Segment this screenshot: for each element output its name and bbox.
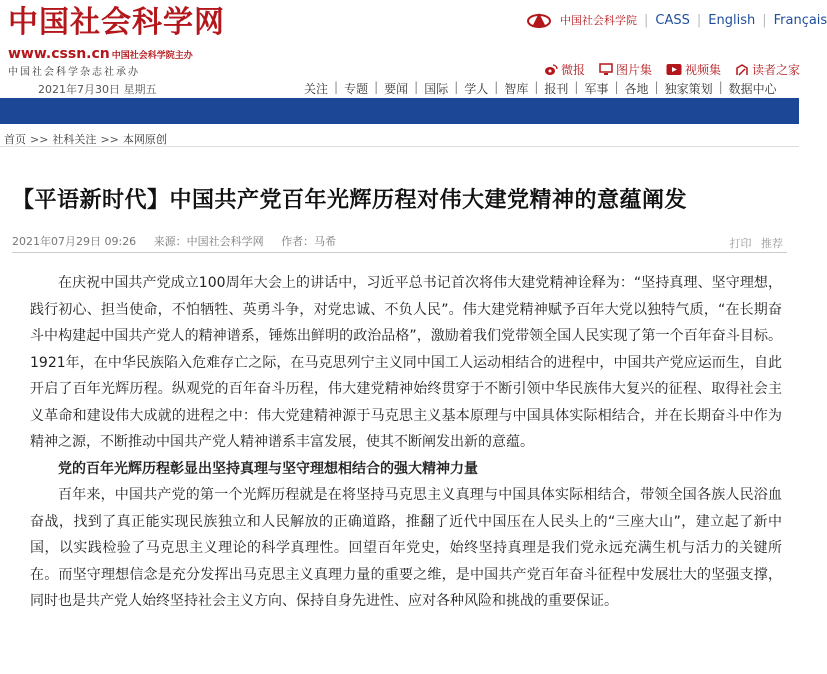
divider: | bbox=[414, 80, 419, 94]
monitor-icon bbox=[599, 63, 613, 76]
article-tools bbox=[724, 235, 784, 251]
current-date: 2021年7月30日 星期五 bbox=[38, 83, 157, 96]
article-meta bbox=[12, 233, 350, 249]
publisher-label: 中国社会科学杂志社承办 bbox=[8, 67, 140, 78]
divider: | bbox=[762, 12, 767, 28]
breadcrumb-separator: >> bbox=[100, 133, 119, 146]
site-logo[interactable]: 中国社会科学网 bbox=[8, 5, 225, 40]
media-link-photos[interactable] bbox=[599, 61, 652, 78]
divider: | bbox=[644, 12, 649, 28]
url-host: www.cssn.cn bbox=[8, 46, 110, 62]
cass-logo-icon bbox=[526, 11, 552, 29]
nav-item-guanzhu[interactable]: 关注 bbox=[304, 82, 329, 96]
nav-item-dujia[interactable]: 独家策划 bbox=[664, 82, 713, 96]
nav-item-xueren[interactable]: 学人 bbox=[464, 82, 489, 96]
divider bbox=[12, 252, 787, 253]
video-icon bbox=[666, 63, 682, 76]
weibo-icon bbox=[544, 63, 558, 77]
article-paragraph: 百年来，中国共产党的第一个光辉历程就是在将坚持马克思主义真理与中国具体实际相结合，带领全国各族人民浴血奋战，找到了真正能实现民族独立和人民解放的正确道路，推翻了近代中国压在人民头上的“三座大山”，建立起了新中国，以实践检验了马克思主义理论的科学真理性。回望百年党史，始终坚持真理是我们党永远充满生机与活力的关键所在。而坚守理想信念是充分发挥出马克思主义真理力量的重要之维，是中国共产党百年奋斗征程中发展壮大的坚强支撑，同时也是共产党人始终坚持社会主义方向、保持自身先进性、应对各种风险和挑战的重要保证。 bbox=[30, 487, 782, 609]
breadcrumb bbox=[4, 131, 167, 147]
media-link-weibo[interactable] bbox=[544, 61, 585, 78]
article-subheading: 党的百年光辉历程彰显出坚持真理与坚守理想相结合的强大精神力量 bbox=[58, 460, 478, 477]
recommend-button[interactable]: 推荐 bbox=[761, 237, 783, 250]
francais-link[interactable]: Français bbox=[773, 12, 827, 28]
divider: | bbox=[494, 80, 499, 94]
nav-item-shuju[interactable]: 数据中心 bbox=[728, 82, 777, 96]
divider: | bbox=[696, 12, 702, 28]
nav-banner-bar bbox=[0, 98, 799, 124]
article-author: 作者：马希 bbox=[281, 235, 337, 248]
cass-link[interactable]: CASS bbox=[655, 12, 690, 28]
main-nav bbox=[303, 80, 778, 97]
english-link[interactable]: English bbox=[708, 12, 756, 28]
divider: | bbox=[454, 80, 459, 94]
divider: | bbox=[334, 80, 339, 94]
nav-item-yaowen[interactable]: 要闻 bbox=[384, 82, 409, 96]
nav-item-baokan[interactable]: 报刊 bbox=[544, 82, 569, 96]
nav-item-guoji[interactable]: 国际 bbox=[424, 82, 449, 96]
media-link-label: 读者之家 bbox=[752, 63, 801, 77]
breadcrumb-home[interactable]: 首页 bbox=[4, 133, 26, 146]
publish-datetime: 2021年07月29日 09:26 bbox=[12, 235, 137, 248]
breadcrumb-current[interactable]: 本网原创 bbox=[122, 133, 167, 146]
divider: | bbox=[374, 80, 379, 94]
breadcrumb-separator: >> bbox=[30, 133, 49, 146]
media-link-videos[interactable] bbox=[666, 61, 721, 78]
print-button[interactable]: 打印 bbox=[729, 237, 752, 250]
nav-item-zhiku[interactable]: 智库 bbox=[504, 82, 529, 96]
media-links bbox=[544, 61, 800, 78]
divider bbox=[0, 146, 799, 147]
breadcrumb-section[interactable]: 社科关注 bbox=[52, 133, 97, 146]
media-link-label: 视频集 bbox=[685, 63, 722, 77]
nav-item-gedi[interactable]: 各地 bbox=[624, 82, 649, 96]
article-paragraph: 在庆祝中国共产党成立100周年大会上的讲话中，习近平总书记首次将伟大建党精神诠释为：“坚持真理、坚守理想，践行初心、担当使命，不怕牺牲、英勇斗争，对党忠诚、不负人民”。伟大建党精神赋予百年大党以独特气质，“在长期奋斗中构建起中国共产党人的精神谱系，锤炼出鲜明的政治品格”，激励着我们党带领全国人民实现了第一个百年奋斗目标。1921年，在中华民族陷入危难存亡之际，在马克思列宁主义同中国工人运动相结合的进程中，中国共产党应运而生，自此开启了百年光辉历程。纵观党的百年奋斗历程，伟大建党精神始终贯穿于不断引领中华民族伟大复兴的征程、取得社会主义革命和建设伟大成就的进程之中：伟大党建精神源于马克思主义基本原理与中国具体实际相结合，并在长期奋斗中作为精神之源，不断推动中国共产党人精神谱系丰富发展，使其不断阐发出新的意蕴。 bbox=[30, 275, 782, 450]
top-links bbox=[526, 11, 827, 29]
divider: | bbox=[534, 80, 539, 94]
article-body bbox=[30, 270, 782, 615]
divider: | bbox=[614, 80, 619, 94]
article-title: 【平语新时代】中国共产党百年光辉历程对伟大建党精神的意蕴阐发 bbox=[12, 188, 688, 213]
url-sponsor: 中国社会科学院主办 bbox=[111, 51, 193, 61]
cass-cn-link[interactable]: 中国社会科学院 bbox=[560, 14, 637, 27]
divider: | bbox=[718, 80, 723, 94]
media-link-label: 图片集 bbox=[616, 63, 653, 77]
divider: | bbox=[654, 80, 659, 94]
media-link-readers[interactable] bbox=[735, 61, 800, 78]
reader-icon bbox=[735, 63, 749, 77]
site-url bbox=[8, 47, 193, 63]
article-source: 来源：中国社会科学网 bbox=[153, 235, 264, 248]
media-link-label: 微报 bbox=[561, 63, 586, 77]
divider: | bbox=[574, 80, 579, 94]
nav-item-junshi[interactable]: 军事 bbox=[584, 82, 609, 96]
nav-item-zhuanti[interactable]: 专题 bbox=[344, 82, 369, 96]
